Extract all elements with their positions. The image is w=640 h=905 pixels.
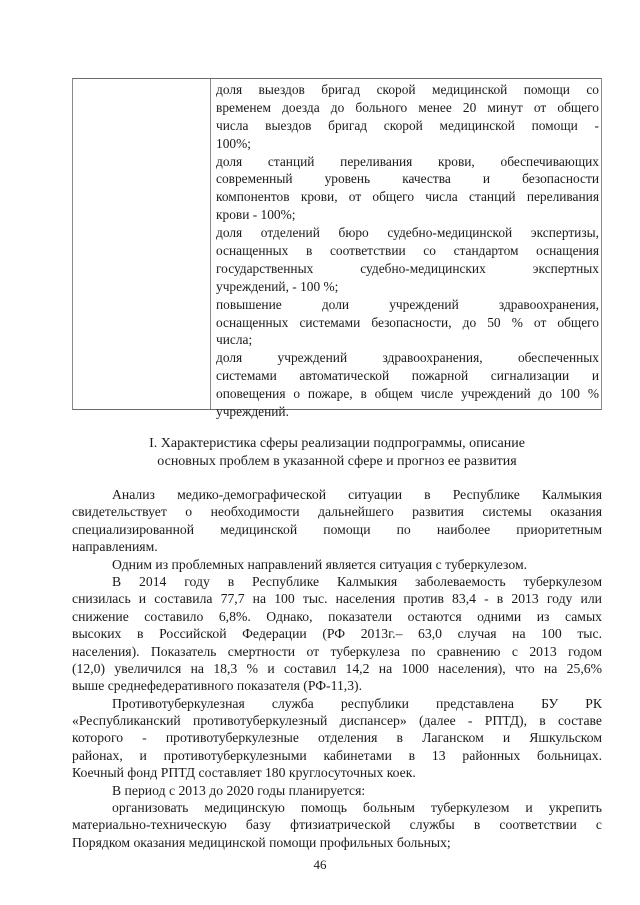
table-text-line: оснащенных системами безопасности, до 50 % от общего	[216, 314, 599, 330]
paragraph-line: высоких в Российской Федерации (РФ 2013г.– 63,0 случая на 100 тыс.	[72, 626, 602, 642]
table-text-line: оповещения о пожаре, в общем числе учреждений до 100 %	[216, 386, 599, 402]
table-text-line: государственных судебно-медицинских экспертных	[216, 260, 599, 276]
paragraph-line: Порядком оказания медицинской помощи профильных больных;	[72, 834, 451, 850]
paragraph-line: материально-техническую базу фтизиатрической службы в соответствии с	[72, 817, 602, 833]
table-text-line: доля станций переливания крови, обеспечивающих	[216, 153, 599, 169]
paragraph-line: В период с 2013 до 2020 годы планируется:	[112, 782, 366, 798]
table-right-column	[216, 81, 599, 421]
body-text	[72, 486, 602, 851]
paragraph-line: В 2014 году в Республике Калмыкия заболеваемость туберкулезом	[112, 573, 602, 589]
paragraph-line: направлениям.	[72, 539, 158, 555]
paragraph-line: специализированной медицинской помощи по наиболее приоритетным	[72, 521, 602, 537]
paragraph-line: свидетельствует о необходимости дальнейшего развития системы оказания	[72, 504, 602, 520]
paragraph-line: Коечный фонд РПТД составляет 180 круглосуточных коек.	[72, 765, 416, 781]
paragraph-line: выше среднефедеративного показателя (РФ-11,3).	[72, 678, 363, 694]
paragraph-line: районах, и противотуберкулезными кабинетами в 13 районных больницах.	[72, 747, 602, 763]
paragraph-line: снизилась и составила 77,7 на 100 тыс. населения против 83,4 - в 2013 году или	[72, 591, 602, 607]
section-heading	[72, 435, 602, 471]
table-text-line: повышение доли учреждений здравоохранения,	[216, 296, 599, 312]
table-text-line: доля выездов бригад скорой медицинской помощи со	[216, 82, 599, 97]
paragraph-line: «Республиканский противотуберкулезный диспансер» (далее - РПТД), в составе	[72, 713, 602, 729]
paragraph-line: Анализ медико-демографической ситуации в Республике Калмыкия	[112, 487, 602, 502]
paragraph-line: организовать медицинскую помощь больным туберкулезом и укрепить	[112, 800, 602, 816]
section-heading-line-1: I. Характеристика сферы реализации подпрограммы, описание	[149, 436, 525, 451]
table-text-line: учреждений.	[216, 404, 289, 420]
table-text-line: 100%;	[216, 135, 251, 151]
indicator-table	[72, 78, 602, 420]
table-text-line: числа;	[216, 332, 253, 348]
section-heading-line-2: основных проблем в указанной сфере и прогноз ее развития	[157, 453, 517, 469]
table-text-line: современный уровень качества и безопасности	[216, 171, 599, 187]
table-text-line: временем доезда до больного менее 20 минут от общего	[216, 99, 599, 115]
paragraph-line: Одним из проблемных направлений является ситуация с туберкулезом.	[112, 556, 528, 572]
table-text-line: учреждений, - 100 %;	[216, 278, 339, 294]
table-text-line: оснащенных в соответствии со стандартом оснащения	[216, 243, 599, 259]
page-number: 46	[313, 857, 327, 872]
table-text-line: компонентов крови, от общего числа станций переливания	[216, 189, 599, 205]
paragraph-line: которого - противотуберкулезные отделения в Лаганском и Яшкульском	[72, 730, 602, 746]
paragraph-line: (12,0) увеличился на 18,3 % и составил 14,2 на 1000 населения), что на 25,6%	[72, 660, 602, 676]
paragraph-line: Противотуберкулезная служба республики представлена БУ РК	[112, 695, 602, 711]
paragraph-line: населения). Показатель смертности от туберкулеза по сравнению с 2013 годом	[72, 643, 602, 659]
table-text-line: доля отделений бюро судебно-медицинской экспертизы,	[216, 225, 599, 241]
table-left-column	[73, 79, 211, 409]
table-text-line: крови - 100%;	[216, 207, 296, 223]
paragraph-line: снижение составило 6,8%. Однако, показатели остаются одними из самых	[72, 608, 602, 624]
table-text-line: доля учреждений здравоохранения, обеспеченных	[216, 350, 599, 366]
table-text-line: числа выездов бригад скорой медицинской помощи -	[216, 117, 599, 133]
table-text-line: системами автоматической пожарной сигнализации и	[216, 368, 599, 384]
